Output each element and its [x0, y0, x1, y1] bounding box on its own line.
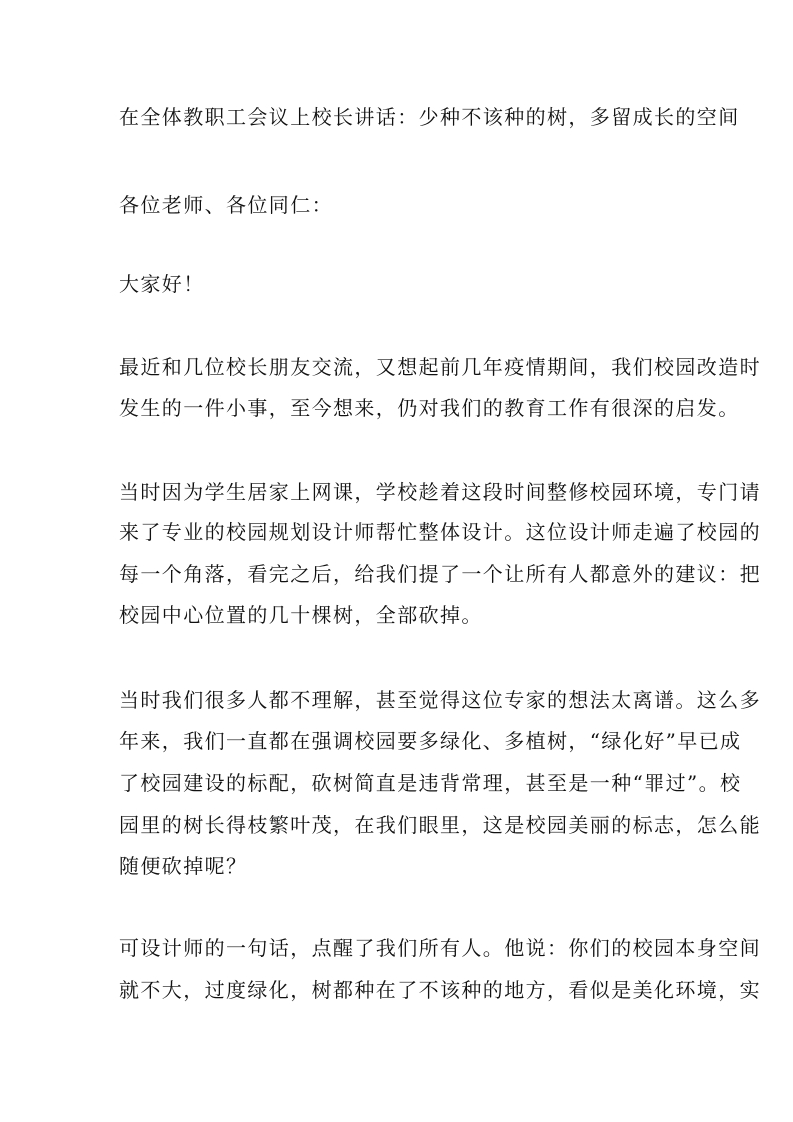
text-line: 每一个角落，看完之后，给我们提了一个让所有人都意外的建议：把 [119, 562, 761, 586]
text-line: 就不大，过度绿化，树都种在了不该种的地方，看似是美化环境，实 [119, 978, 761, 1002]
text-line: 当时我们很多人都不理解，甚至觉得这位专家的想法太离谱。这么多 [119, 688, 761, 712]
text-line: 来了专业的校园规划设计师帮忙整体设计。这位设计师走遍了校园的 [119, 520, 761, 544]
greeting: 大家好！ [119, 272, 205, 296]
text-line: 园里的树长得枝繁叶茂，在我们眼里，这是校园美丽的标志，怎么能 [119, 813, 761, 837]
text-line: 年来，我们一直都在强调校园要多绿化、多植树，“绿化好”早已成 [119, 729, 742, 753]
text-line: 可设计师的一句话，点醒了我们所有人。他说：你们的校园本身空间 [119, 936, 761, 960]
document-title: 在全体教职工会议上校长讲话：少种不该种的树，多留成长的空间 [119, 105, 740, 129]
text-line: 当时因为学生居家上网课，学校趁着这段时间整修校园环境，专门请 [119, 480, 761, 504]
text-line: 校园中心位置的几十棵树，全部砍掉。 [119, 603, 483, 627]
text-line: 了校园建设的标配，砍树简直是违背常理，甚至是一种“罪过”。校 [119, 771, 742, 795]
salutation: 各位老师、各位同仁： [119, 193, 333, 217]
text-line: 最近和几位校长朋友交流，又想起前几年疫情期间，我们校园改造时 [119, 355, 761, 379]
text-line: 随便砍掉呢？ [119, 854, 248, 878]
text-line: 发生的一件小事，至今想来，仍对我们的教育工作有很深的启发。 [119, 396, 740, 420]
